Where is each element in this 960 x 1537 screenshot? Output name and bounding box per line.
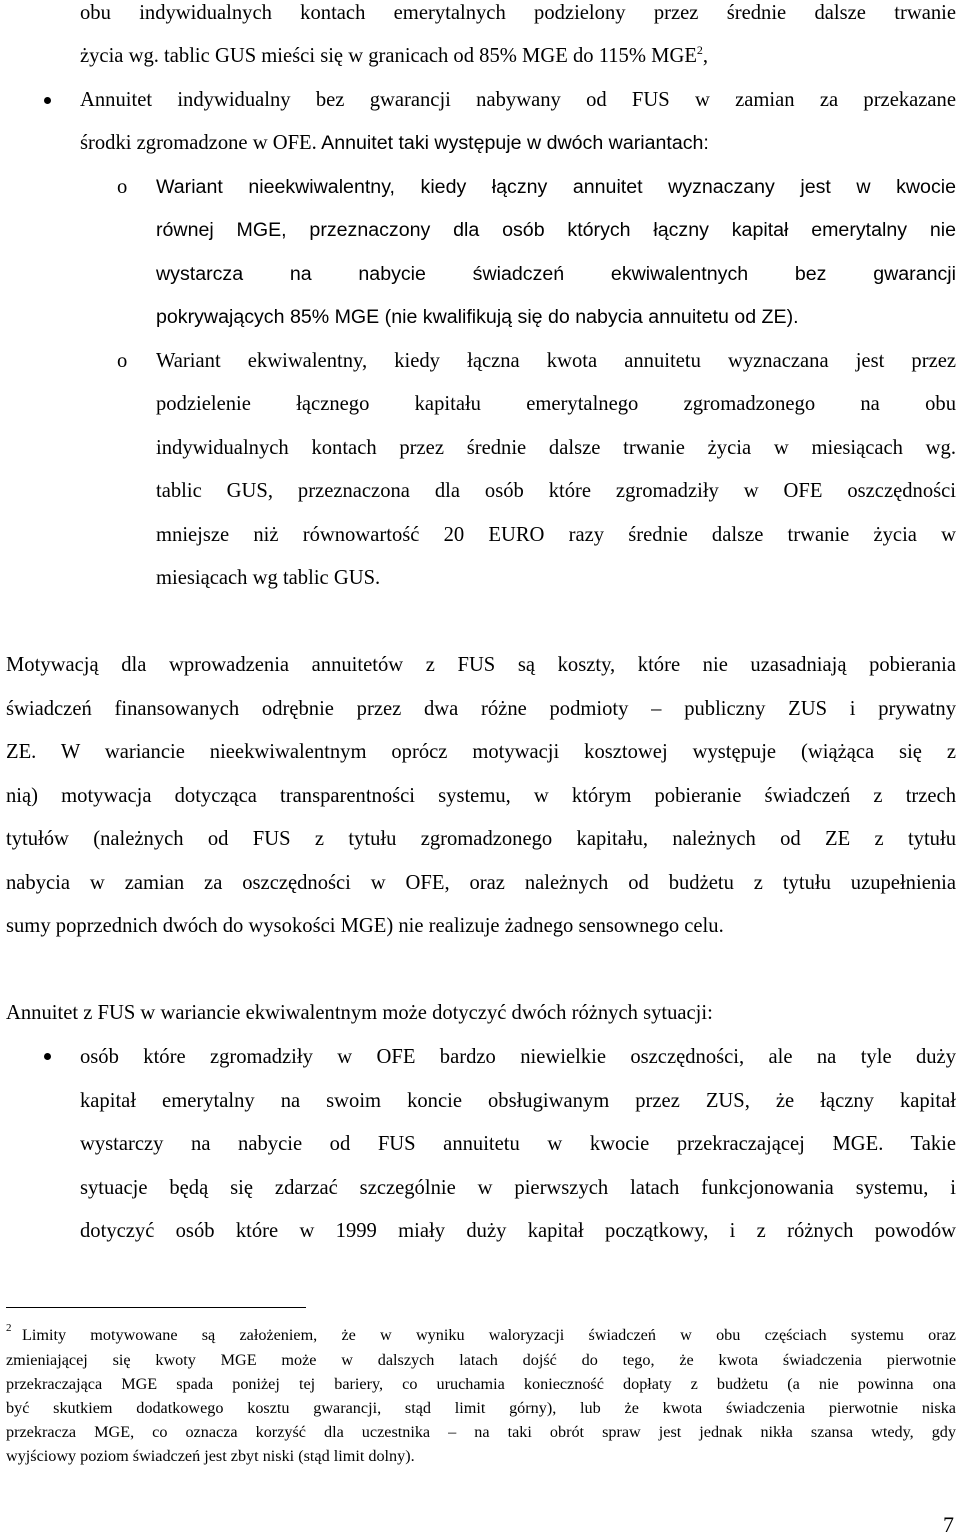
text-line: Annuitet z FUS w wariancie ekwiwalentnym może dotyczyć dwóch różnych sytuacji: — [6, 1002, 713, 1024]
text-line: tytułów (należnych od FUS z tytułu zgromadzonego kapitału, należnych od ZE z tytułu — [6, 828, 956, 850]
footnote-line: Limity motywowane są założeniem, że w wyniku waloryzacji świadczeń w obu częściach systemu oraz — [22, 1326, 956, 1344]
bullet-icon — [44, 97, 51, 104]
text-line: Wariant nieekwiwalentny, kiedy łączny annuitet wyznaczany jest w kwocie — [156, 176, 956, 198]
footnote-line: zmieniającej się kwoty MGE może w dalszych latach dojść do tego, że kwota świadczenia pierwotnie — [6, 1351, 956, 1369]
circle-bullet-icon: o — [117, 176, 128, 198]
text-line: wystarcza na nabycie świadczeń ekwiwalentnych bez gwarancji — [156, 263, 956, 285]
text-line: Motywacją dla wprowadzenia annuitetów z FUS są koszty, które nie uzasadniają pobierania — [6, 654, 956, 676]
text-line: świadczeń finansowanych odrębnie przez dwa różne podmioty – publiczny ZUS i prywatny — [6, 698, 956, 720]
text-line: Wariant ekwiwalentny, kiedy łączna kwota annuitetu wyznaczana jest przez — [156, 350, 956, 372]
bullet-icon — [44, 1053, 51, 1060]
text-line: nią) motywacja dotycząca transparentności systemu, w którym pobieranie świadczeń z trzech — [6, 785, 956, 807]
text-fragment: , — [702, 45, 709, 67]
text-fragment: życia wg. tablic GUS mieści się w granicach od 85% MGE do 115% MGE — [80, 45, 697, 67]
text-line — [80, 43, 708, 69]
footnote-line: wyjściowy poziom świadczeń jest zbyt niski (stąd limit dolny). — [6, 1447, 415, 1465]
text-line: sytuacje będą się zdarzać szczególnie w pierwszych latach funkcjonowania systemu, i — [80, 1177, 956, 1199]
footnote-ref: 2 — [696, 43, 703, 58]
text-line: ZE. W wariancie nieekwiwalentnym oprócz motywacji kosztowej występuje (wiążąca się z — [6, 741, 956, 763]
text-line — [80, 130, 709, 156]
text-fragment: Annuitet taki występuje w dwóch wariantach: — [316, 132, 709, 154]
circle-bullet-icon: o — [117, 350, 128, 372]
footnote-line: przekracza MGE, co oznacza korzyść dla uczestnika – na taki obrót spraw jest jednak nikła szansa wtedy, gdy — [6, 1423, 956, 1441]
text-line: osób które zgromadziły w OFE bardzo niewielkie oszczędności, ale na tyle duży — [80, 1046, 956, 1068]
footnote-line: przekraczająca MGE spada poniżej tej bariery, co uruchamia konieczność dopłaty z budżetu (a nie powinna ona — [6, 1375, 956, 1393]
text-line: mniejsze niż równowartość 20 EURO razy średnie dalsze trwanie życia w — [156, 524, 956, 546]
text-line: wystarczy na nabycie od FUS annuitetu w kwocie przekraczającej MGE. Takie — [80, 1133, 956, 1155]
text-fragment: środki zgromadzone w OFE. — [80, 132, 317, 154]
text-line: obu indywidualnych kontach emerytalnych podzielony przez średnie dalsze trwanie — [80, 2, 956, 24]
text-line: podzielenie łącznego kapitału emerytalnego zgromadzonego na obu — [156, 393, 956, 415]
text-line: indywidualnych kontach przez średnie dalsze trwanie życia w miesiącach wg. — [156, 437, 956, 459]
footnote-line: być skutkiem dodatkowego kosztu gwarancji, stąd limit górny), lub że kwota świadczenia pierwotnie niska — [6, 1399, 956, 1417]
footnote-marker: 2 — [6, 1322, 12, 1334]
text-line: nabycia w zamian za oszczędności w OFE, oraz należnych od budżetu z tytułu uzupełnienia — [6, 872, 956, 894]
footnote-separator — [6, 1307, 306, 1308]
text-line: równej MGE, przeznaczony dla osób których łączny kapitał emerytalny nie — [156, 219, 956, 241]
text-line: Annuitet indywidualny bez gwarancji nabywany od FUS w zamian za przekazane — [80, 89, 956, 111]
page-number: 7 — [943, 1512, 954, 1537]
text-line: miesiącach wg tablic GUS. — [156, 567, 381, 589]
text-line: dotyczyć osób które w 1999 miały duży kapitał początkowy, i z różnych powodów — [80, 1220, 956, 1242]
text-line: pokrywających 85% MGE (nie kwalifikują się do nabycia annuitetu od ZE). — [156, 306, 799, 328]
text-line: sumy poprzednich dwóch do wysokości MGE) nie realizuje żadnego sensownego celu. — [6, 915, 724, 937]
text-line: kapitał emerytalny na swoim koncie obsługiwanym przez ZUS, że łączny kapitał — [80, 1090, 956, 1112]
text-line: tablic GUS, przeznaczona dla osób które zgromadziły w OFE oszczędności — [156, 480, 956, 502]
